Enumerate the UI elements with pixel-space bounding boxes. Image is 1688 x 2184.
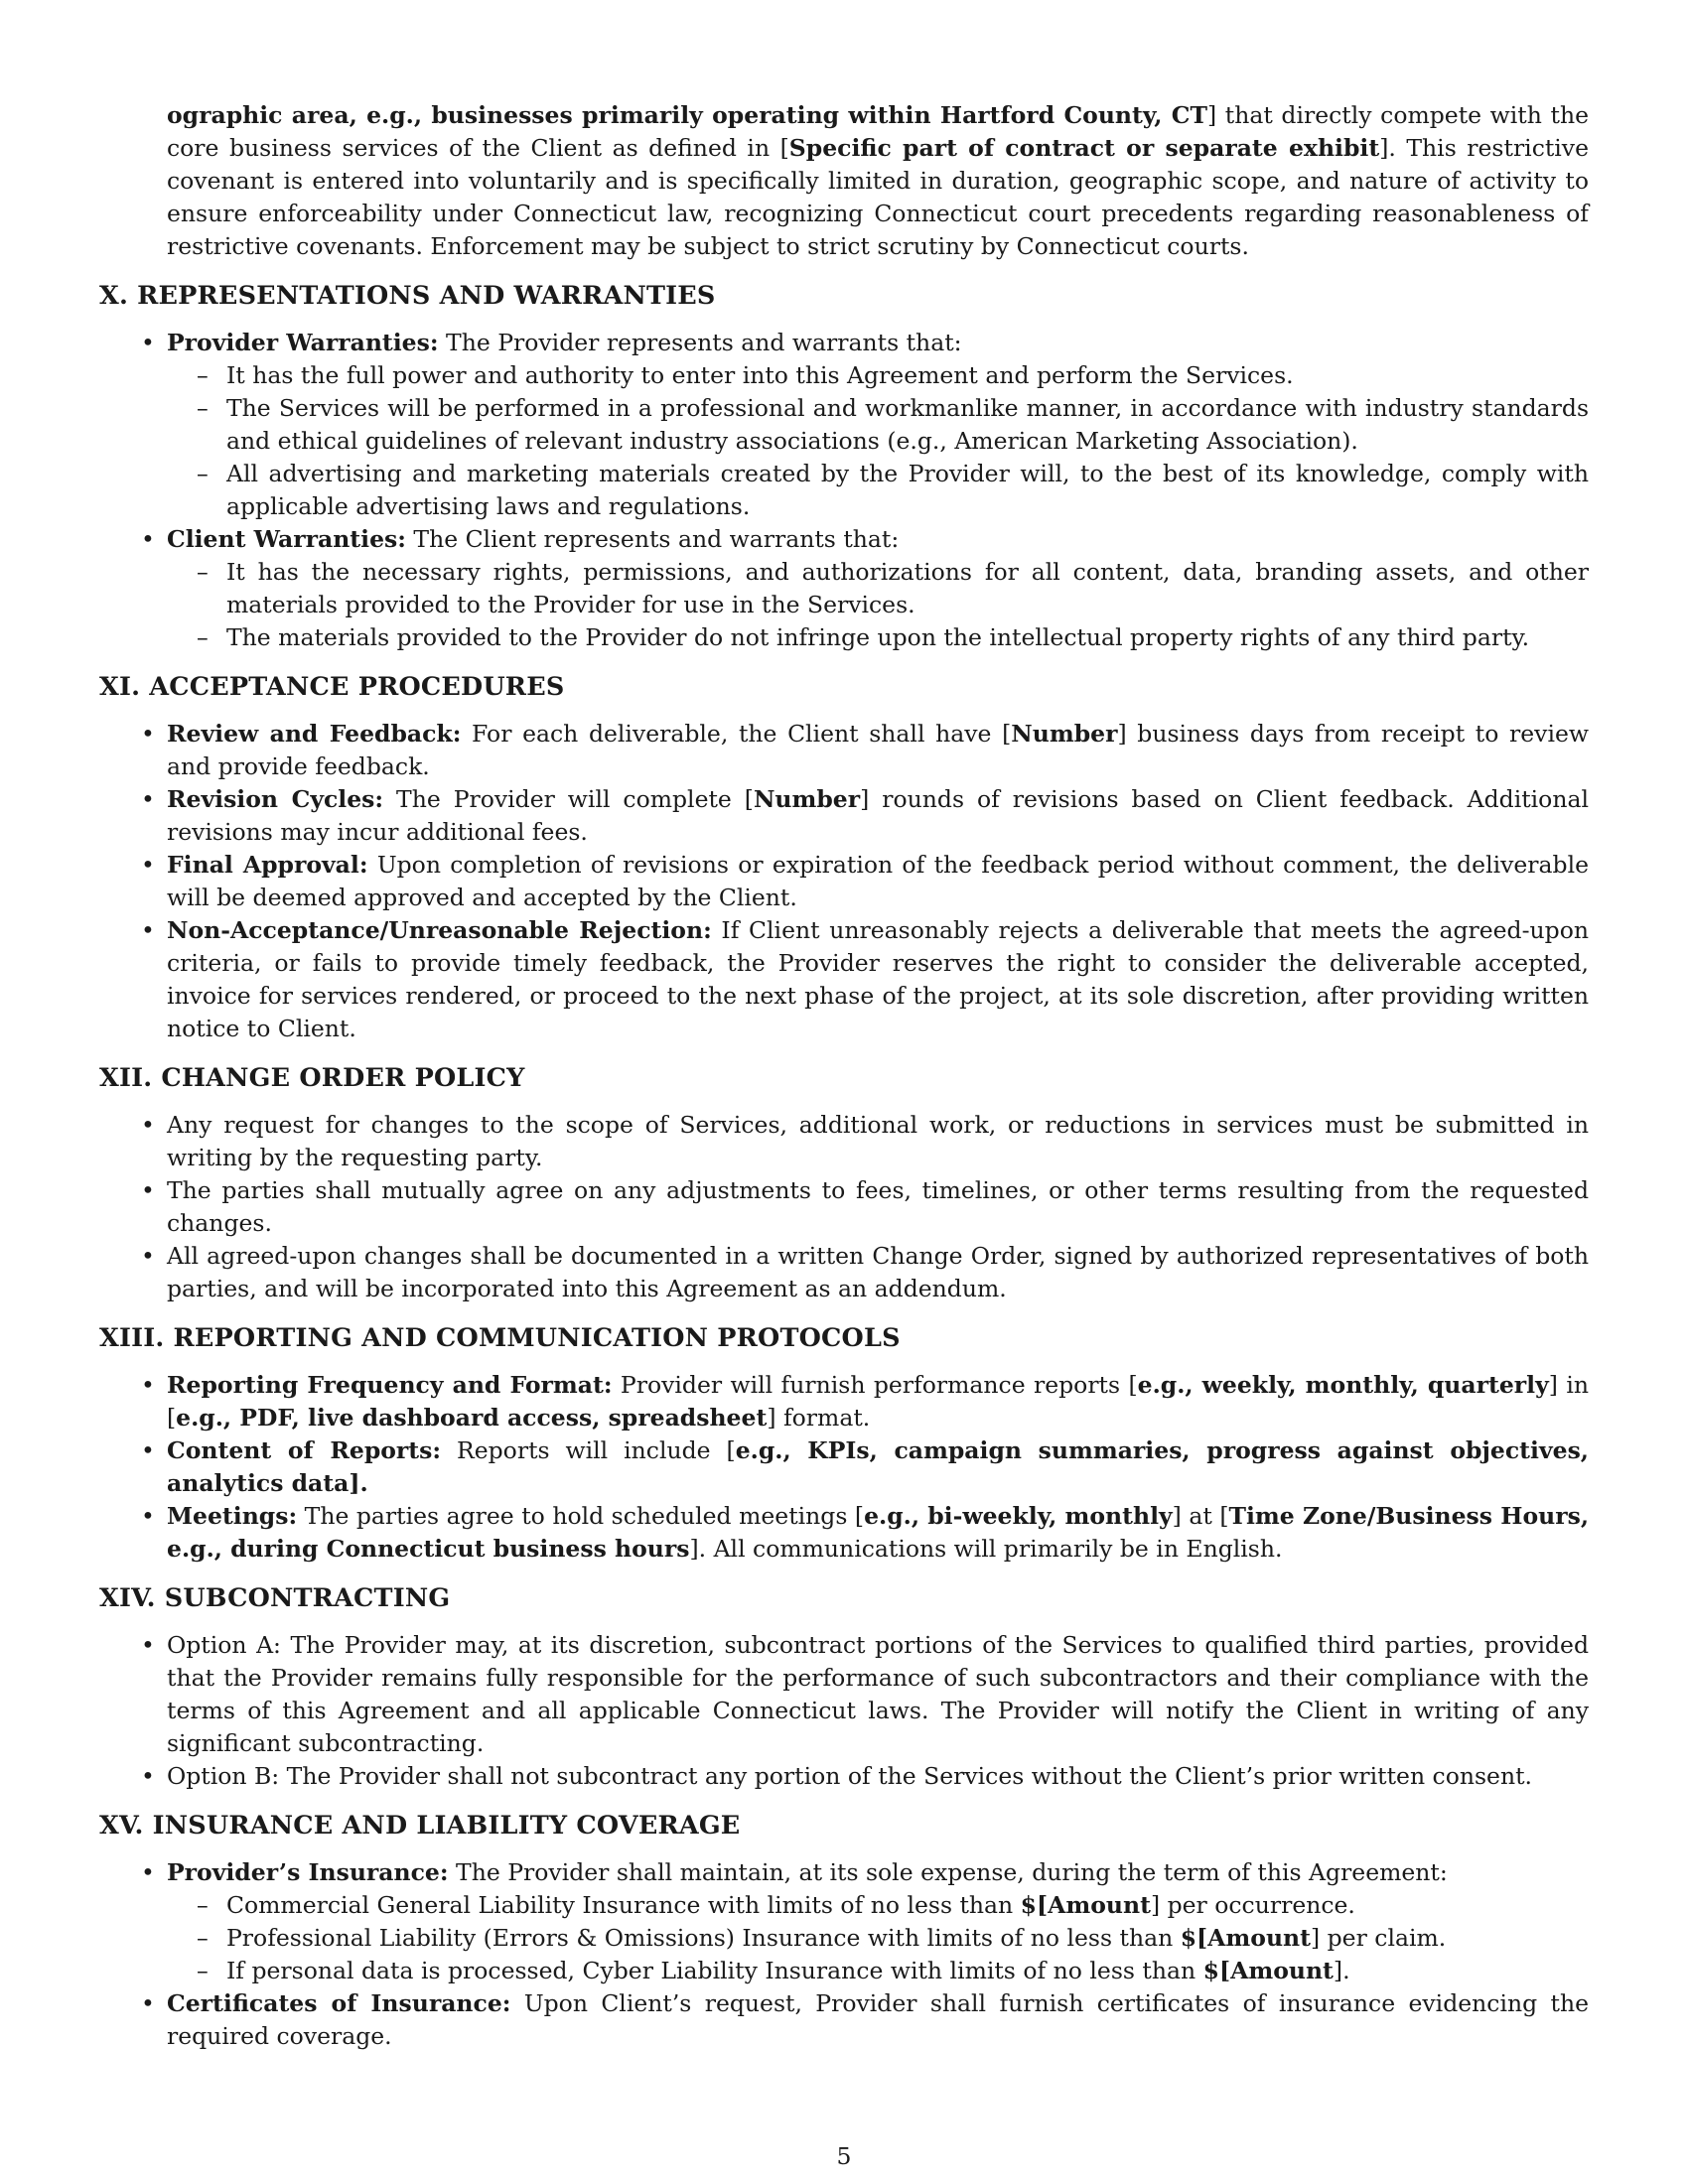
intro-paragraph bbox=[167, 99, 1589, 263]
section-heading-subcontracting: XIV. SUBCONTRACTING bbox=[99, 1583, 451, 1613]
placeholder-text: e.g., weekly, monthly, quarterly bbox=[1137, 1371, 1549, 1399]
intro-text-2: ]. This restrictive covenant is entered into voluntarily and is specifically limited in duration, geographic scope, and nature of activity to ensure enforceability under Connecticut law, recognizing Connecticut court precedents regarding reasonableness of restrictive covenants. Enforcement may be subject to strict scrutiny by Connecticut courts. bbox=[167, 134, 1589, 260]
list-item bbox=[167, 1369, 1589, 1434]
item-text: ] business days from receipt to review and provide feedback. bbox=[167, 720, 1589, 780]
client-warranty-sublist bbox=[167, 556, 1589, 654]
item-text: ]. bbox=[1333, 1957, 1350, 1984]
sub-list-item: – It has the full power and authority to enter into this Agreement and perform the Services. bbox=[226, 359, 1589, 392]
intro-bold-1: ographic area, e.g., businesses primarily operating within Hartford County, CT bbox=[167, 101, 1207, 129]
item-text: Commercial General Liability Insurance with limits of no less than bbox=[226, 1891, 1021, 1919]
item-text: ] in [ bbox=[167, 1371, 1589, 1432]
section-heading-acceptance: XI. ACCEPTANCE PROCEDURES bbox=[99, 672, 565, 702]
item-label: Provider’s Insurance: bbox=[167, 1858, 449, 1886]
placeholder-text: Number bbox=[753, 785, 861, 813]
list-item bbox=[167, 718, 1589, 783]
item-label: Revision Cycles: bbox=[167, 785, 384, 813]
item-text: The Provider will complete [ bbox=[383, 785, 754, 813]
item-text: ] format. bbox=[767, 1404, 871, 1432]
item-text: ]. All communications will primarily be in English. bbox=[689, 1535, 1283, 1563]
list-item: • Option B: The Provider shall not subcontract any portion of the Services without the Client’s prior written consent. bbox=[167, 1760, 1589, 1793]
item-text: The Client represents and warrants that: bbox=[405, 525, 900, 553]
sub-list-item: – All advertising and marketing materials created by the Provider will, to the best of its knowledge, comply with applicable advertising laws and regulations. bbox=[226, 458, 1589, 523]
section-heading-change-order: XII. CHANGE ORDER POLICY bbox=[99, 1063, 525, 1093]
placeholder-text: e.g., PDF, live dashboard access, spreadsheet bbox=[176, 1404, 768, 1432]
intro-bold-2: Specific part of contract or separate exhibit bbox=[788, 134, 1380, 162]
section-heading-insurance: XV. INSURANCE AND LIABILITY COVERAGE bbox=[99, 1811, 741, 1841]
section-heading-representations: X. REPRESENTATIONS AND WARRANTIES bbox=[99, 281, 716, 311]
change-order-list bbox=[99, 1109, 1589, 1305]
warranties-list bbox=[99, 327, 1589, 654]
list-item bbox=[167, 783, 1589, 849]
item-text: If Client unreasonably rejects a deliverable that meets the agreed-upon criteria, or fails to provide timely feedback, the Provider reserves the right to consider the deliverable accepted, invoice for services rendered, or proceed to the next phase of the project, at its sole discretion, after providing written notice to Client. bbox=[167, 916, 1589, 1042]
sub-list-item bbox=[226, 1889, 1589, 1922]
item-text: ] per occurrence. bbox=[1150, 1891, 1355, 1919]
intro-text-1: ] that directly compete with the core business services of the Client as defined in [ bbox=[167, 101, 1589, 162]
list-item bbox=[167, 523, 1589, 654]
page-number: 5 bbox=[836, 2142, 852, 2170]
item-label: Certificates of Insurance: bbox=[167, 1989, 511, 2017]
item-label: Client Warranties: bbox=[167, 525, 406, 553]
item-label: Provider Warranties: bbox=[167, 329, 439, 356]
list-item: • The parties shall mutually agree on any adjustments to fees, timelines, or other terms resulting from the requested changes. bbox=[167, 1174, 1589, 1240]
item-label: Final Approval: bbox=[167, 851, 368, 879]
item-text: If personal data is processed, Cyber Liability Insurance with limits of no less than bbox=[226, 1957, 1203, 1984]
item-text: Upon Client’s request, Provider shall furnish certificates of insurance evidencing the required coverage. bbox=[167, 1989, 1589, 2050]
placeholder-text: e.g., KPIs, campaign summaries, progress against objectives, analytics data bbox=[167, 1436, 1589, 1497]
insurance-list bbox=[99, 1856, 1589, 2053]
placeholder-text: Number bbox=[1011, 720, 1118, 748]
subcontracting-list bbox=[99, 1629, 1589, 1793]
section-heading-reporting: XIII. REPORTING AND COMMUNICATION PROTOCOLS bbox=[99, 1323, 901, 1353]
list-item bbox=[167, 849, 1589, 914]
sub-list-item: – It has the necessary rights, permissions, and authorizations for all content, data, branding assets, and other materials provided to the Provider for use in the Services. bbox=[226, 556, 1589, 621]
list-item bbox=[167, 1500, 1589, 1566]
placeholder-text: Time Zone/Business Hours, e.g., during Connecticut business hours bbox=[167, 1502, 1589, 1563]
list-item: • Option A: The Provider may, at its discretion, subcontract portions of the Services to qualified third parties, provided that the Provider remains fully responsible for the performance of such subcontractors and their compliance with the terms of this Agreement and all applicable Connecticut laws. The Provider will notify the Client in writing of any significant subcontracting. bbox=[167, 1629, 1589, 1760]
sub-list-item: – The Services will be performed in a professional and workmanlike manner, in accordance with industry standards and ethical guidelines of relevant industry associations (e.g., American Marketing Association). bbox=[226, 392, 1589, 458]
sub-list-item bbox=[226, 1955, 1589, 1987]
item-label: Meetings: bbox=[167, 1502, 298, 1530]
item-text: The Provider shall maintain, at its sole expense, during the term of this Agreement: bbox=[448, 1858, 1448, 1886]
placeholder-text: e.g., bi-weekly, monthly bbox=[864, 1502, 1173, 1530]
item-text: Reports will include [ bbox=[441, 1436, 736, 1464]
item-text: ] at [ bbox=[1172, 1502, 1229, 1530]
item-text: For each deliverable, the Client shall have [ bbox=[461, 720, 1012, 748]
list-item: • Any request for changes to the scope of Services, additional work, or reductions in services must be submitted in writing by the requesting party. bbox=[167, 1109, 1589, 1174]
item-text: ] rounds of revisions based on Client feedback. Additional revisions may incur additional fees. bbox=[167, 785, 1589, 846]
placeholder-text: $[Amount bbox=[1180, 1924, 1311, 1952]
sub-list-item bbox=[226, 1922, 1589, 1955]
item-text: ] per claim. bbox=[1310, 1924, 1447, 1952]
list-item bbox=[167, 1856, 1589, 1987]
list-item bbox=[167, 914, 1589, 1045]
item-text: Upon completion of revisions or expiration of the feedback period without comment, the deliverable will be deemed approved and accepted by the Client. bbox=[167, 851, 1589, 911]
item-text: The parties agree to hold scheduled meetings [ bbox=[297, 1502, 865, 1530]
list-item: • All agreed-upon changes shall be documented in a written Change Order, signed by authorized representatives of both parties, and will be incorporated into this Agreement as an addendum. bbox=[167, 1240, 1589, 1305]
item-label: Reporting Frequency and Format: bbox=[167, 1371, 613, 1399]
list-item bbox=[167, 327, 1589, 523]
acceptance-list bbox=[99, 718, 1589, 1045]
provider-warranty-sublist bbox=[167, 359, 1589, 523]
item-label: Non-Acceptance/Unreasonable Rejection: bbox=[167, 916, 712, 944]
insurance-sublist bbox=[167, 1889, 1589, 1987]
item-text: Provider will furnish performance reports [ bbox=[612, 1371, 1138, 1399]
item-text: The Provider represents and warrants that: bbox=[438, 329, 962, 356]
sub-list-item: – The materials provided to the Provider do not infringe upon the intellectual property rights of any third party. bbox=[226, 621, 1589, 654]
item-label: Review and Feedback: bbox=[167, 720, 462, 748]
list-item bbox=[167, 1987, 1589, 2053]
placeholder-text: $[Amount bbox=[1020, 1891, 1151, 1919]
item-label: Content of Reports: bbox=[167, 1436, 442, 1464]
item-text: Professional Liability (Errors & Omissions) Insurance with limits of no less than bbox=[226, 1924, 1181, 1952]
list-item bbox=[167, 1434, 1589, 1500]
placeholder-text: ]. bbox=[349, 1469, 368, 1497]
placeholder-text: $[Amount bbox=[1202, 1957, 1334, 1984]
reporting-list bbox=[99, 1369, 1589, 1566]
document-page bbox=[99, 99, 1589, 2053]
